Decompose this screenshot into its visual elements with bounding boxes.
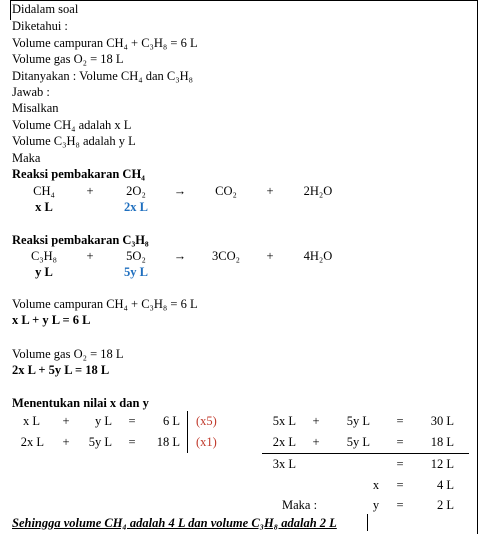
- reaksi-ch4-product-2: 2H₂O: [303, 184, 333, 198]
- right-eq2-plus: +: [312, 435, 320, 449]
- left-eq1-plus: +: [62, 414, 70, 428]
- subtraction-line: [262, 453, 469, 454]
- reaksi-ch4-product-1: CO₂: [215, 184, 237, 198]
- left-eq2-equals: =: [128, 435, 136, 449]
- result-term: 3x L: [272, 457, 296, 471]
- text-cursor: [367, 514, 368, 531]
- right-eq1-term1: 5x L: [272, 414, 296, 428]
- x-equals: =: [396, 478, 404, 492]
- reaksi-ch4-reactant-2: 2O₂: [126, 184, 146, 198]
- result-equals: =: [396, 457, 404, 471]
- y-value: 2 L: [436, 498, 454, 512]
- x-value: 4 L: [436, 478, 454, 492]
- result-value: 12 L: [430, 457, 454, 471]
- table-border-top: [10, 0, 478, 1]
- text-misalkan: Misalkan: [12, 101, 59, 115]
- x-variable: x: [372, 478, 380, 492]
- reaksi-c3h8-reactant-2: 5O₂: [126, 249, 146, 263]
- right-eq1-equals: =: [396, 414, 404, 428]
- reaksi-ch4-plus-2: +: [266, 184, 274, 198]
- text-ditanyakan: Ditanyakan : Volume CH₄ dan C₃H₈: [12, 69, 193, 83]
- right-eq2-equals: =: [396, 435, 404, 449]
- right-eq1-term2: 5y L: [346, 414, 370, 428]
- reaksi-c3h8-reactant-1: C₃H₈: [30, 249, 58, 263]
- reaksi-ch4-coef-2x: 2x L: [124, 200, 148, 214]
- reaksi-ch4-arrow: →: [173, 184, 187, 198]
- left-eq2-term1: 2x L: [20, 435, 44, 449]
- right-eq1-value: 30 L: [430, 414, 454, 428]
- text-jawab: Jawab :: [12, 85, 50, 99]
- table-border-left: [10, 0, 11, 20]
- right-eq2-value: 18 L: [430, 435, 454, 449]
- equation-campuran: x L + y L = 6 L: [12, 313, 91, 327]
- reaksi-c3h8-coef-5y: 5y L: [124, 265, 148, 279]
- reaksi-ch4-plus-1: +: [86, 184, 94, 198]
- equation-oksigen: 2x L + 5y L = 18 L: [12, 363, 110, 377]
- right-eq2-term2: 5y L: [346, 435, 370, 449]
- text-maka: Maka: [12, 151, 41, 165]
- table-border-right: [477, 0, 478, 534]
- y-equals: =: [396, 498, 404, 512]
- reaksi-ch4-title: Reaksi pembakaran CH₄: [12, 167, 145, 181]
- left-eq2-term2: 5y L: [88, 435, 112, 449]
- text-volume-o2: Volume gas O₂ = 18 L: [12, 52, 124, 66]
- reaksi-c3h8-title: Reaksi pembakaran C₃H₈: [12, 233, 149, 247]
- text-didalam-soal: Didalam soal: [12, 2, 79, 16]
- text-volume-campuran: Volume campuran CH₄ + C₃H₈ = 6 L: [12, 36, 198, 50]
- left-eq1-term2: y L: [94, 414, 112, 428]
- left-eq2-value: 18 L: [156, 435, 180, 449]
- right-eq2-term1: 2x L: [272, 435, 296, 449]
- left-eq2-multiplier: (x1): [196, 435, 217, 449]
- reaksi-c3h8-plus-2: +: [266, 249, 274, 263]
- reaksi-ch4-reactant-1: CH₄: [33, 184, 55, 198]
- reaksi-ch4-coef-x: x L: [35, 200, 53, 214]
- text-volume-campuran-2: Volume campuran CH₄ + C₃H₈ = 6 L: [12, 297, 198, 311]
- reaksi-c3h8-arrow: →: [173, 249, 187, 263]
- left-eq1-value: 6 L: [162, 414, 180, 428]
- nilai-title: Menentukan nilai x dan y: [12, 396, 149, 410]
- text-volume-c3h8-y: Volume C₃H₈ adalah y L: [12, 134, 136, 148]
- text-volume-ch4-x: Volume CH₄ adalah x L: [12, 118, 132, 132]
- right-eq1-plus: +: [312, 414, 320, 428]
- left-eq1-term1: x L: [22, 414, 40, 428]
- equation-divider: [187, 411, 188, 453]
- reaksi-c3h8-product-1: 3CO₂: [212, 249, 240, 263]
- kesimpulan: Sehingga volume CH₄ adalah 4 L dan volume C₃H₈ adalah 2 L: [12, 516, 337, 530]
- reaksi-c3h8-plus-1: +: [86, 249, 94, 263]
- text-volume-o2-2: Volume gas O₂ = 18 L: [12, 347, 124, 361]
- left-eq1-multiplier: (x5): [196, 414, 217, 428]
- maka-label: Maka :: [282, 498, 318, 512]
- text-diketahui: Diketahui :: [12, 19, 68, 33]
- reaksi-c3h8-coef-y: y L: [35, 265, 53, 279]
- y-variable: y: [372, 498, 380, 512]
- left-eq1-equals: =: [128, 414, 136, 428]
- reaksi-c3h8-product-2: 4H₂O: [303, 249, 333, 263]
- left-eq2-plus: +: [62, 435, 70, 449]
